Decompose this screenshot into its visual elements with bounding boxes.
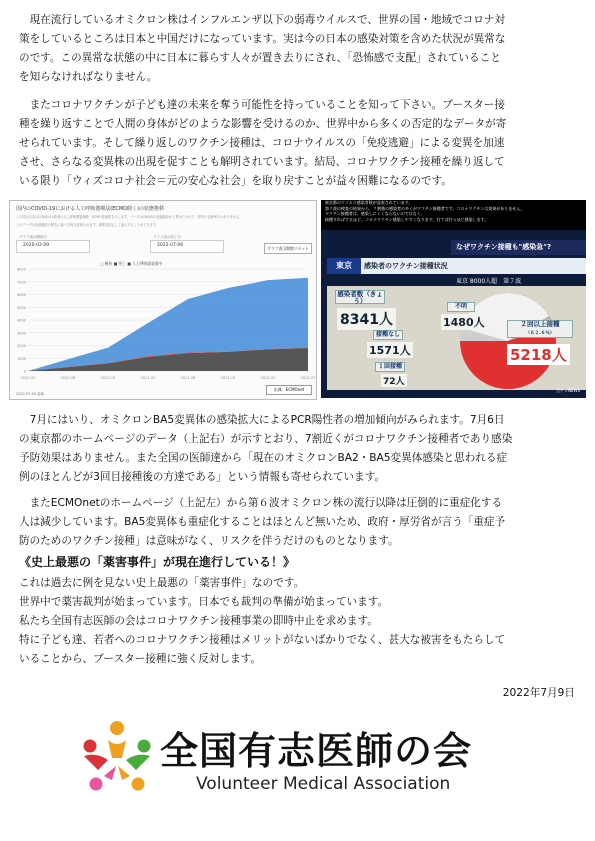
chart-description: この図は日本のCOVID-19患者の人工呼吸器管理数、ECMO管理数を示します。データはCRISISの登録施設から集めたもので、国内の全症例ではありません。 xyxy=(16,215,243,219)
text-line: またコロナワクチンが子ども達の未来を奪う可能性を持っていることを知って下さい。ブースター接 xyxy=(19,99,505,111)
y-tick-label: 7000 xyxy=(17,280,26,285)
text-line: せられています。そして繰り返しのワクチン接種は、コロナウイルスの「免疫逃避」による変異を加速 xyxy=(19,137,505,149)
end-date-value: 2022-07-06 xyxy=(157,243,184,248)
text-line: これは過去に例を見ない史上最悪の「薬害事件」なのです。 xyxy=(19,577,305,589)
text-line: 7月にはいり、オミクロンBA5変異体の感染拡大によるPCR陽性者の増加傾向がみられます。7月6日 xyxy=(19,414,505,426)
unvaccinated-label: 接種なし xyxy=(373,330,403,340)
tv-note-line: 第７波の検査の結果から、７割強の感染者の多くがワクチン接種者です。コロナワクチンは効果がありません。 xyxy=(325,205,525,211)
unvaccinated-value: 1571人 xyxy=(369,344,411,357)
vaccine-paragraph xyxy=(19,96,580,191)
text-line: 例のほとんどが3回目接種後の方達である」という情報も寄せられています。 xyxy=(19,471,386,483)
x-tick-label: 2020-10 xyxy=(100,376,116,380)
chart-update-date: 2022.07.04 更新 xyxy=(16,392,45,396)
text-line: 私たち全国有志医師の会はコロナワクチン接種事業の即時中止を求めます。 xyxy=(19,615,378,627)
demands-paragraph xyxy=(19,574,580,669)
twice-label-text: ２回以上接種 xyxy=(520,320,560,328)
unknown-value: 1480人 xyxy=(443,316,485,329)
text-line: 現在流行しているオミクロン株はインフルエンザ以下の弱毒ウイルスで、世界の国・地域でコロナ対 xyxy=(19,14,506,26)
twice-value: 5218人 xyxy=(507,344,570,365)
document-date: 2022年7月9日 xyxy=(502,687,575,699)
area-chart xyxy=(14,265,316,381)
tv-tokyo-label: 東京 xyxy=(327,258,361,274)
logo-japanese-name: 全国有志医師の会 xyxy=(160,729,473,773)
vaccination-pie-chart xyxy=(413,286,583,390)
end-date-field[interactable] xyxy=(150,235,224,253)
ecmonet-paragraph xyxy=(19,494,580,551)
x-tick-label: 2020-02 xyxy=(20,376,36,380)
y-tick-label: 2000 xyxy=(17,344,26,348)
text-line: 人は減少しています。BA5変異体も重症化することはほとんど無いため、政府・厚労省が言う「重症予 xyxy=(19,516,506,528)
tv-note-box xyxy=(321,200,586,230)
tv-subtitle: 東京 8000人超 第７波 xyxy=(456,278,522,285)
x-tick-label: 2022-02 xyxy=(260,376,276,380)
tv-screenshot-panel xyxy=(321,200,586,398)
section-heading: 《史上最悪の「薬害事件」が現在進行している！》 xyxy=(19,555,296,569)
ba5-paragraph xyxy=(19,411,580,487)
start-date-field[interactable] xyxy=(16,235,90,253)
x-tick-label: 2021-10 xyxy=(220,376,236,380)
x-tick-label: 2020-06 xyxy=(60,376,76,380)
tv-banner: なぜワクチン接種も"感染急"? xyxy=(451,240,586,255)
y-tick-label: 3000 xyxy=(17,331,26,336)
text-line: 特に子ども達、若者へのコロナワクチン接種はメリットがないばかりでなく、甚大な被害をもたらして xyxy=(19,634,506,646)
start-date-label: グラフ表示開始日 xyxy=(19,235,47,239)
text-line: いることから、ブースター接種に強く反対します。 xyxy=(19,653,261,665)
unknown-label: 不明 xyxy=(447,302,475,312)
y-tick-label: 8000 xyxy=(17,267,26,272)
x-tick-label: 2021-02 xyxy=(140,376,156,380)
once-value: 72人 xyxy=(381,374,407,387)
text-line: いる限り「ウィズコロナ社会＝元の安心な社会」を取り戻すことが益々困難になるのです。 xyxy=(19,175,452,187)
tv-board xyxy=(327,286,586,390)
intro-paragraph xyxy=(19,11,580,87)
logo-english-name: Volunteer Medical Association xyxy=(196,774,451,794)
y-tick-label: 0 xyxy=(23,369,26,374)
tv-note-line: 接種すればするほど、コロナワクチン感染しやすくなります。打てば打つほど感染します。 xyxy=(325,216,489,222)
text-line: 策をしているところは日本と中国だけになっています。実は今の日本の感染対策を含めた状況が異常な xyxy=(19,33,506,45)
text-line: 予防効果はありません。また全国の医師達から「現在のオミクロンBA2・BA5変異体感染と思われる症 xyxy=(19,452,508,464)
y-tick-label: 1000 xyxy=(17,356,26,361)
text-line: させ、さらなる変異株の出現を促すことも解明されています。結局、コロナワクチン接種を繰り返して xyxy=(19,156,505,168)
twice-percent: （６２.６％） xyxy=(525,330,555,336)
x-tick-label: 2021-06 xyxy=(180,376,196,380)
text-line: 種を繰り返すことで人間の身体がどのような影響を受けるのか、世界中から多くの否定的なデータが寄 xyxy=(19,118,507,130)
total-label: 感染者数（きょう） xyxy=(335,290,385,304)
total-value: 8341人 xyxy=(337,308,396,330)
tv-note-line: ワクチン接種者は、感染しにくくならないのではなく、 xyxy=(325,211,425,217)
ecmo-chart-panel xyxy=(9,200,317,400)
text-line: のです。この異常な状態の中に日本に暮らす人々が置き去りにされ、「恐怖感で支配」されていること xyxy=(19,52,501,64)
text-line: 防のためのワクチン接種」は意味がなく、リスクを伴うだけのものとなります。 xyxy=(19,535,399,547)
x-tick-label: 2022-07 xyxy=(300,376,316,380)
reset-period-button[interactable]: グラフ表示期間リセット xyxy=(264,243,312,254)
chart-description: このデータは登録施設の報告に基づき毎日更新されます。期間を指定して表示することができます。 xyxy=(16,223,159,227)
text-line: の東京都のホームページのデータ（上記右）が示すとおり、7割近くがコロナワクチン接種者であり感染 xyxy=(19,433,513,445)
association-logo-icon xyxy=(78,718,156,798)
chart-legend: □ 軽快 ■ 死亡 ■ 人工呼吸器装着中 xyxy=(100,261,163,266)
start-date-value: 2020-02-09 xyxy=(23,243,50,248)
tv-channel-logo: 日テレNEWS xyxy=(556,388,580,393)
text-line: またECMOnetのホームページ（上記左）から第６波オミクロン株の流行以降は圧倒的に重症化する xyxy=(19,497,503,509)
y-tick-label: 6000 xyxy=(17,293,26,297)
y-tick-label: 5000 xyxy=(17,305,26,310)
tv-header xyxy=(327,258,586,274)
once-label: １回接種 xyxy=(375,362,405,372)
y-tick-label: 4000 xyxy=(17,318,26,323)
text-line: 世界中で薬害裁判が始まっています。日本でも裁判の準備が始まっています。 xyxy=(19,596,389,608)
text-line: を知らなければなりません。 xyxy=(19,71,158,83)
tv-header-title: 感染者のワクチン接種状況 xyxy=(364,262,448,270)
chart-source: 出典：ECMOnet xyxy=(266,385,312,395)
tv-note-line: 東京都のウイルス感染者数が発表されています。 xyxy=(325,200,413,205)
twice-label xyxy=(507,320,573,338)
end-date-label: グラフ表示終了日 xyxy=(153,235,181,239)
chart-title: 国内のCOVID-19における人工呼吸器療法(ECMO除く)の状態推移 xyxy=(16,206,165,212)
